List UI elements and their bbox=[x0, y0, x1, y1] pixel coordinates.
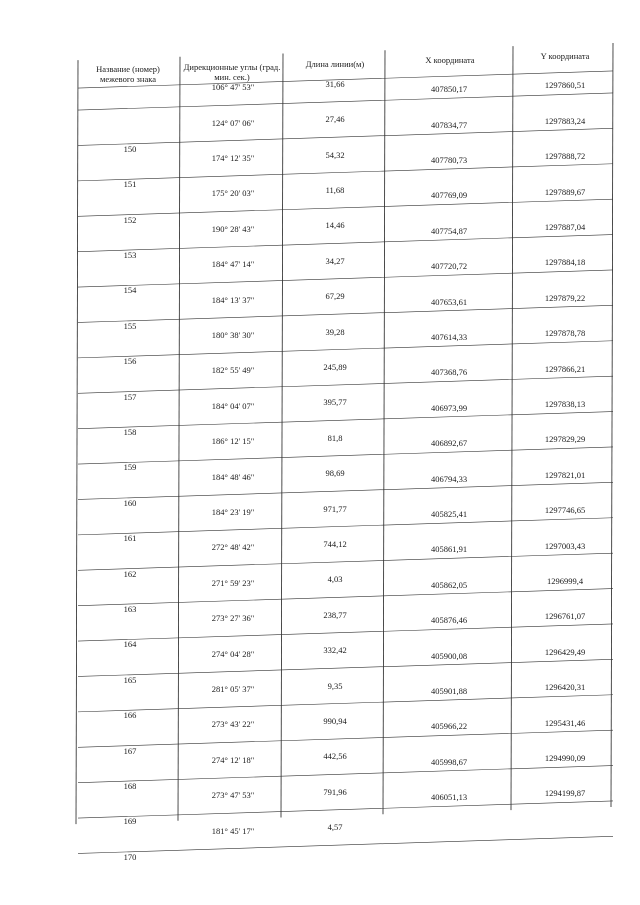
row-rule bbox=[78, 766, 613, 783]
direction-angle: 186° 12' 15" bbox=[211, 436, 255, 447]
point-name: 155 bbox=[123, 320, 137, 331]
x-coordinate: 405825,41 bbox=[430, 508, 468, 519]
direction-angle: 274° 12' 18" bbox=[211, 754, 255, 765]
column-rule bbox=[76, 60, 78, 824]
direction-angle: 273° 43' 22" bbox=[211, 719, 255, 730]
row-rule bbox=[78, 624, 613, 641]
header-x: X координата bbox=[425, 55, 475, 65]
line-length: 744,12 bbox=[323, 539, 347, 550]
direction-angle: 190° 28' 43" bbox=[211, 223, 255, 234]
row-rule bbox=[78, 482, 613, 499]
row-rule bbox=[78, 341, 613, 358]
x-coordinate: 405900,08 bbox=[430, 650, 468, 661]
direction-angle: 272° 48' 42" bbox=[211, 542, 255, 553]
y-coordinate: 1297838,13 bbox=[544, 399, 586, 410]
point-name: 164 bbox=[123, 639, 137, 650]
direction-angle: 273° 47' 53" bbox=[211, 790, 255, 801]
y-coordinate: 1297821,01 bbox=[544, 469, 586, 480]
point-name: 157 bbox=[123, 391, 137, 402]
point-name: 163 bbox=[123, 604, 137, 614]
y-coordinate: 1297889,67 bbox=[544, 186, 586, 197]
line-length: 990,94 bbox=[323, 716, 347, 727]
x-coordinate: 407754,87 bbox=[430, 225, 468, 236]
y-coordinate: 1297860,51 bbox=[544, 80, 586, 91]
line-length: 4,03 bbox=[327, 574, 343, 585]
line-length: 67,29 bbox=[325, 291, 345, 302]
direction-angle: 175° 20' 03" bbox=[211, 188, 255, 199]
direction-angle: 273° 27' 36" bbox=[211, 613, 255, 624]
point-name: 154 bbox=[123, 285, 137, 296]
y-coordinate: 1297878,78 bbox=[544, 328, 586, 339]
y-coordinate: 1296999,4 bbox=[546, 576, 584, 587]
direction-angle: 184° 23' 19" bbox=[211, 506, 255, 517]
point-name: 168 bbox=[123, 781, 137, 791]
y-coordinate: 1294199,87 bbox=[544, 788, 586, 799]
point-name: 169 bbox=[123, 816, 137, 827]
x-coordinate: 406973,99 bbox=[430, 402, 468, 413]
line-length: 11,68 bbox=[325, 185, 345, 196]
x-coordinate: 406794,33 bbox=[430, 473, 468, 484]
header-y: Y координата bbox=[540, 51, 590, 61]
y-coordinate: 1297003,43 bbox=[544, 540, 586, 551]
point-name: 170 bbox=[123, 851, 137, 862]
x-coordinate: 405966,22 bbox=[430, 721, 468, 732]
row-rule bbox=[78, 553, 613, 570]
line-length: 34,27 bbox=[325, 255, 345, 266]
line-length: 971,77 bbox=[323, 503, 347, 514]
line-length: 98,69 bbox=[325, 468, 345, 479]
direction-angle: 184° 13' 37" bbox=[211, 294, 255, 305]
line-length: 395,77 bbox=[323, 397, 347, 408]
direction-angle: 106° 47' 53" bbox=[211, 82, 255, 93]
line-length: 238,77 bbox=[323, 609, 347, 620]
y-coordinate: 1297746,65 bbox=[544, 505, 586, 516]
point-name: 152 bbox=[123, 214, 137, 225]
line-length: 245,89 bbox=[323, 362, 347, 373]
x-coordinate: 407720,72 bbox=[430, 261, 468, 272]
direction-angle: 184° 47' 14" bbox=[211, 259, 255, 270]
x-coordinate: 405862,05 bbox=[430, 579, 468, 590]
row-rule bbox=[78, 589, 613, 606]
header-angle: Дирекционные углы (град. мин. сек.) bbox=[183, 62, 281, 82]
row-rule bbox=[78, 412, 613, 429]
row-rule bbox=[78, 518, 613, 535]
point-name: 167 bbox=[123, 745, 137, 756]
point-name: 158 bbox=[123, 427, 137, 437]
x-coordinate: 407769,09 bbox=[430, 190, 468, 201]
point-name: 160 bbox=[123, 497, 137, 508]
direction-angle: 181° 45' 17" bbox=[211, 825, 255, 836]
y-coordinate: 1294990,09 bbox=[544, 753, 586, 764]
line-length: 54,32 bbox=[325, 149, 345, 160]
x-coordinate: 407834,77 bbox=[430, 119, 468, 130]
x-coordinate: 406892,67 bbox=[430, 438, 468, 449]
row-rule bbox=[78, 836, 613, 853]
point-name: 153 bbox=[123, 250, 137, 260]
point-name: 165 bbox=[123, 674, 137, 685]
header-name: Название (номер) межевого знака bbox=[96, 64, 160, 84]
y-coordinate: 1297879,22 bbox=[544, 292, 586, 303]
column-rule bbox=[511, 46, 513, 810]
line-length: 442,56 bbox=[323, 751, 347, 762]
x-coordinate: 407653,61 bbox=[430, 296, 468, 307]
y-coordinate: 1296420,31 bbox=[544, 682, 586, 693]
row-rule bbox=[78, 376, 613, 393]
row-rule bbox=[78, 730, 613, 747]
row-rule bbox=[78, 164, 613, 181]
direction-angle: 184° 48' 46" bbox=[211, 471, 255, 482]
x-coordinate: 405861,91 bbox=[430, 544, 468, 555]
y-coordinate: 1297829,29 bbox=[544, 434, 586, 445]
y-coordinate: 1297883,24 bbox=[544, 115, 586, 126]
line-length: 791,96 bbox=[323, 786, 347, 797]
point-name: 166 bbox=[123, 710, 137, 721]
x-coordinate: 406051,13 bbox=[430, 792, 468, 803]
x-coordinate: 407368,76 bbox=[430, 367, 468, 378]
point-name: 159 bbox=[123, 462, 137, 473]
row-rule bbox=[78, 801, 613, 818]
line-length: 39,28 bbox=[325, 326, 345, 337]
y-coordinate: 1297866,21 bbox=[544, 363, 586, 374]
row-rule bbox=[78, 199, 613, 216]
point-name: 162 bbox=[123, 568, 137, 579]
row-rule bbox=[78, 695, 613, 712]
y-coordinate: 1295431,46 bbox=[544, 717, 586, 728]
direction-angle: 174° 12' 35" bbox=[211, 152, 255, 163]
column-rule bbox=[383, 50, 385, 814]
x-coordinate: 407614,33 bbox=[430, 331, 468, 342]
x-coordinate: 407850,17 bbox=[430, 84, 468, 95]
x-coordinate: 405901,88 bbox=[430, 685, 468, 696]
column-rule bbox=[281, 54, 283, 818]
direction-angle: 184° 04' 07" bbox=[211, 400, 255, 411]
line-length: 81,8 bbox=[327, 432, 343, 443]
direction-angle: 271° 59' 23" bbox=[211, 577, 255, 588]
row-rule bbox=[78, 447, 613, 464]
y-coordinate: 1297887,04 bbox=[544, 222, 586, 233]
row-rule bbox=[78, 659, 613, 676]
direction-angle: 180° 38' 30" bbox=[211, 329, 255, 340]
line-length: 27,46 bbox=[325, 114, 345, 125]
x-coordinate: 407780,73 bbox=[430, 154, 468, 165]
y-coordinate: 1296761,07 bbox=[544, 611, 586, 622]
line-length: 14,46 bbox=[325, 220, 345, 231]
line-length: 332,42 bbox=[323, 645, 347, 656]
row-rule bbox=[78, 93, 613, 110]
point-name: 151 bbox=[123, 179, 137, 190]
point-name: 156 bbox=[123, 356, 137, 367]
column-rule bbox=[178, 57, 180, 821]
y-coordinate: 1297884,18 bbox=[544, 257, 586, 268]
header-length: Длина линии(м) bbox=[305, 59, 365, 69]
y-coordinate: 1296429,49 bbox=[544, 646, 586, 657]
direction-angle: 274° 04' 28" bbox=[211, 648, 255, 659]
direction-angle: 182° 55' 49" bbox=[211, 365, 255, 376]
x-coordinate: 405876,46 bbox=[430, 615, 468, 626]
line-length: 9,35 bbox=[327, 680, 343, 691]
direction-angle: 124° 07' 06" bbox=[211, 117, 255, 128]
point-name: 161 bbox=[123, 533, 137, 544]
line-length: 31,66 bbox=[325, 78, 345, 89]
row-rule bbox=[78, 128, 613, 145]
row-rule bbox=[78, 305, 613, 322]
row-rule bbox=[78, 270, 613, 287]
row-rule bbox=[78, 235, 613, 252]
column-rule bbox=[611, 43, 613, 807]
point-name: 150 bbox=[123, 143, 137, 154]
line-length: 4,57 bbox=[327, 822, 343, 833]
direction-angle: 281° 05' 37" bbox=[211, 683, 255, 694]
y-coordinate: 1297888,72 bbox=[544, 151, 586, 162]
x-coordinate: 405998,67 bbox=[430, 756, 468, 767]
